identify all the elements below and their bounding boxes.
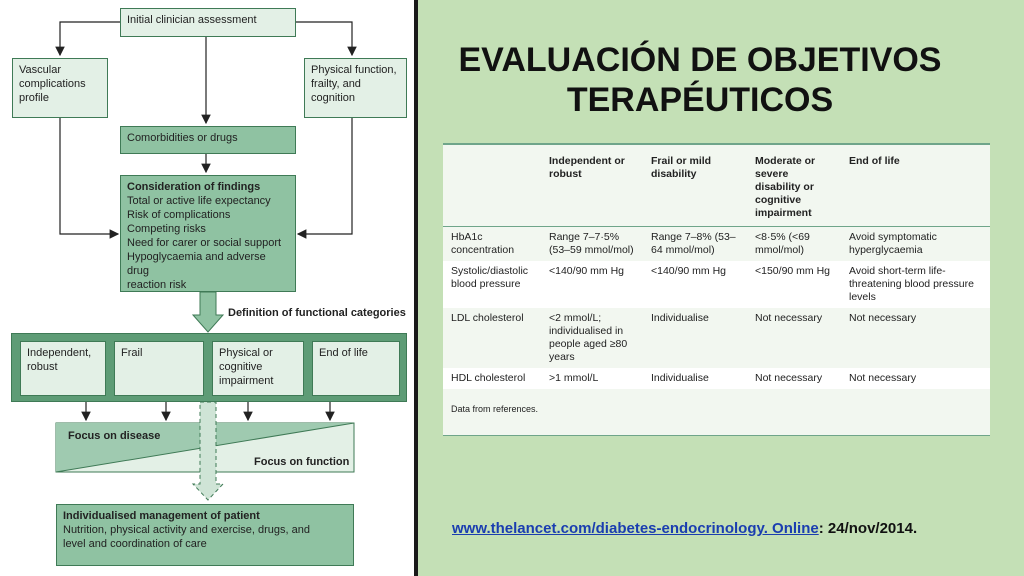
- vascular-line-1: Vascular: [19, 64, 61, 76]
- table-header: [443, 145, 541, 227]
- category-independent: [20, 341, 106, 396]
- physical-line-3: cognition: [311, 92, 356, 104]
- functional-categories-band: [11, 333, 407, 402]
- physical-line-1: Physical function,: [311, 64, 397, 76]
- table-cell: Not necessary: [755, 312, 823, 324]
- findings-item: Competing risks: [127, 223, 206, 235]
- category-independent-line-1: Independent,: [27, 347, 92, 359]
- table-cell: Individualise: [651, 312, 709, 324]
- initial-assessment-box: [120, 8, 296, 37]
- table-header-row: [443, 145, 990, 227]
- vascular-line-2: complications: [19, 78, 86, 90]
- vascular-line-3: profile: [19, 92, 49, 104]
- row-label: HDL cholesterol: [443, 368, 541, 389]
- findings-item: Hypoglycaemia and adverse drug: [127, 251, 266, 277]
- row-label: HbA1c concentration: [451, 231, 515, 256]
- physical-line-2: frailty, and: [311, 78, 361, 90]
- table-header: End of life: [841, 145, 990, 227]
- slide-title-line-1: EVALUACIÓN DE OBJETIVOS: [458, 41, 942, 79]
- comorbidities-label: Comorbidities or drugs: [127, 132, 238, 144]
- table-row: [443, 308, 990, 368]
- table-cell: <8·5% (<69 mmol/mol): [755, 231, 810, 256]
- category-end-of-life: [312, 341, 400, 396]
- management-title: Individualised management of patient: [63, 510, 260, 522]
- focus-on-disease-label: Focus on disease: [68, 430, 161, 442]
- table-cell: Avoid short-term life-threatening blood pressure levels: [841, 261, 990, 308]
- table-cell: Not necessary: [849, 312, 917, 324]
- table-cell: >1 mmol/L: [541, 368, 643, 389]
- table-cell: Individualise: [643, 368, 747, 389]
- table-header: Frail or mild disability: [643, 145, 747, 227]
- category-impairment: [212, 341, 304, 396]
- table-cell: Not necessary: [747, 368, 841, 389]
- table-cell: <150/90 mm Hg: [747, 261, 841, 308]
- findings-item: Total or active life expectancy: [127, 195, 271, 207]
- table-row: [443, 261, 990, 308]
- category-impairment-line-1: Physical or: [219, 347, 273, 359]
- reference-line: [452, 520, 917, 537]
- focus-on-function-label: Focus on function: [254, 456, 350, 468]
- row-label: LDL cholesterol: [451, 312, 524, 324]
- table-row: [443, 227, 990, 262]
- reference-link[interactable]: www.thelancet.com/diabetes-endocrinology. Online: [452, 520, 819, 537]
- slide-title-line-2: TERAPÉUTICOS: [566, 81, 834, 119]
- category-impairment-line-2: cognitive: [219, 361, 263, 373]
- category-independent-line-2: robust: [27, 361, 58, 373]
- findings-item: Need for carer or social support: [127, 237, 282, 249]
- table-row: [443, 368, 990, 389]
- table-cell: <140/90 mm Hg: [541, 261, 643, 308]
- category-frail: [114, 341, 204, 396]
- table-cell: Range 7–8% (53–64 mmol/mol): [651, 231, 736, 256]
- table-cell: <140/90 mm Hg: [643, 261, 747, 308]
- table-header: Independent or robust: [541, 145, 643, 227]
- targets-table: [443, 143, 990, 436]
- findings-box: [120, 175, 296, 292]
- slide-divider: [414, 0, 418, 576]
- physical-function-box: [304, 58, 407, 118]
- table-header: Moderate or severe disability or cognitive impairment: [747, 145, 841, 227]
- comorbidities-box: [120, 126, 296, 154]
- findings-item: reaction risk: [127, 279, 187, 291]
- reference-date: : 24/nov/2014.: [818, 520, 918, 537]
- category-end-of-life-label: End of life: [319, 347, 368, 359]
- table-cell: Avoid symptomatic hyperglycaemia: [849, 231, 937, 256]
- management-line-1: Nutrition, physical activity and exercise, drugs, and: [63, 524, 311, 536]
- table-cell: Not necessary: [841, 368, 990, 389]
- table-cell: <2 mmol/L; individualised in people aged ≥80 years: [549, 312, 628, 363]
- definition-label: Definition of functional categories: [228, 307, 406, 319]
- category-frail-label: Frail: [121, 347, 143, 359]
- table-cell: Range 7–7·5% (53–59 mmol/mol): [549, 231, 634, 256]
- findings-item: Risk of complications: [127, 209, 231, 221]
- slide-title: [420, 40, 980, 120]
- management-box: [56, 504, 354, 566]
- category-impairment-line-3: impairment: [219, 375, 274, 387]
- management-line-2: level and coordination of care: [63, 538, 207, 550]
- row-label: Systolic/diastolic blood pressure: [443, 261, 541, 308]
- initial-assessment-label: Initial clinician assessment: [127, 14, 257, 26]
- vascular-complications-box: [12, 58, 108, 118]
- table-footnote: Data from references.: [451, 404, 539, 414]
- findings-title: Consideration of findings: [127, 181, 261, 193]
